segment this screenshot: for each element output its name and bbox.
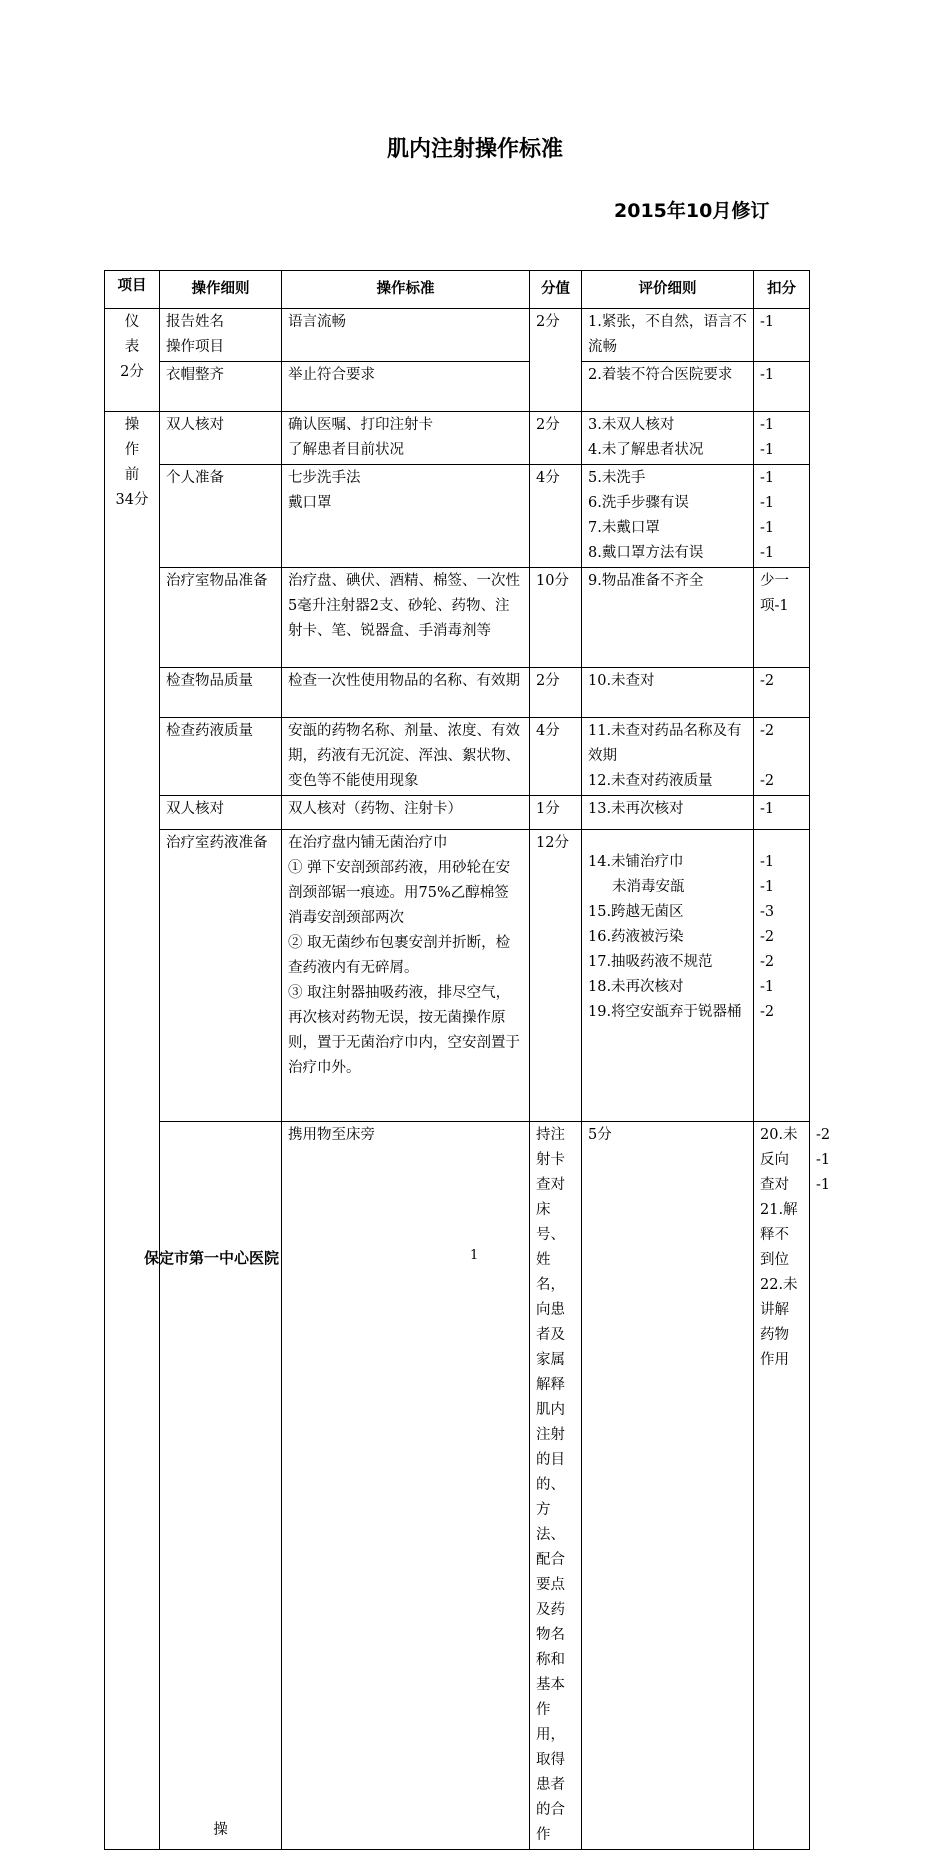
score-cell: 4分 [530, 465, 582, 568]
eval-cell: 11.未查对药品名称及有效期 12.未查对药液质量 [582, 718, 754, 796]
score-cell: 2分 [530, 412, 582, 465]
score-cell: 12分 [530, 830, 582, 1122]
deduct-cell: -1 [754, 362, 810, 412]
deduct-cell: -1 -1 -1 -1 [754, 465, 810, 568]
eval-cell: 1.紧张，不自然，语言不流畅 [582, 309, 754, 362]
table-row [105, 412, 810, 465]
score-cell: 10分 [530, 568, 582, 668]
standard-cell: 语言流畅 [282, 309, 530, 362]
detail-cell: 个人准备 [160, 465, 282, 568]
detail-cell: 报告姓名 操作项目 [160, 309, 282, 362]
header-project: 项目 [105, 271, 160, 309]
detail-cell: 衣帽整齐 [160, 362, 282, 412]
standard-cell: 确认医嘱、打印注射卡 了解患者目前状况 [282, 412, 530, 465]
deduct-cell: -1 -1 -3 -2 -2 -1 -2 [754, 830, 810, 1122]
score-cell: 2分 [530, 309, 582, 412]
header-eval: 评价细则 [582, 271, 754, 309]
revision-date: 2015年10月修订 [614, 200, 770, 222]
table-row [105, 568, 810, 668]
standard-cell: 双人核对（药物、注射卡） [282, 796, 530, 830]
score-cell: 2分 [530, 668, 582, 718]
standard-cell: 治疗盘、碘伏、酒精、棉签、一次性5毫升注射器2支、砂轮、药物、注射卡、笔、锐器盒、手消毒剂等 [282, 568, 530, 668]
section-during-operation: 操 [160, 1122, 282, 1850]
eval-cell: 20.未反向查对 21.解释不到位 22.未讲解药物作用 [754, 1122, 810, 1850]
eval-cell: 9.物品准备不齐全 [582, 568, 754, 668]
deduct-cell: -1 [754, 309, 810, 362]
table-row [105, 668, 810, 718]
table-row [105, 309, 810, 362]
eval-cell: 2.着装不符合医院要求 [582, 362, 754, 412]
section-appearance: 仪 表 2分 [105, 309, 160, 412]
deduct-cell: 少一项-1 [754, 568, 810, 668]
standard-cell: 举止符合要求 [282, 362, 530, 412]
page-title: 肌内注射操作标准 [386, 137, 563, 162]
header-deduct: 扣分 [754, 271, 810, 309]
table-row [105, 465, 810, 568]
detail-cell: 双人核对 [160, 412, 282, 465]
standard-table [104, 270, 831, 1850]
footer-page-number: 1 [470, 1248, 479, 1263]
section-before-operation: 操 作 前 34分 [105, 412, 160, 1850]
detail-cell: 检查药液质量 [160, 718, 282, 796]
detail-cell: 携用物至床旁 [282, 1122, 530, 1850]
detail-cell: 治疗室药液准备 [160, 830, 282, 1122]
standard-cell: 在治疗盘内铺无菌治疗巾 ① 弹下安剖颈部药液，用砂轮在安剖颈部锯一痕迹。用75%乙醇棉签消毒安剖颈部两次 ② 取无菌纱布包裹安剖并折断，检查药液内有无碎屑。 ③ 取注射器抽吸药液，排尽空气，再次核对药物无误，按无菌操作原则，置于无菌治疗巾内，空安剖置于治疗巾外。 [282, 830, 530, 1122]
standard-cell: 七步洗手法 戴口罩 [282, 465, 530, 568]
detail-cell: 检查物品质量 [160, 668, 282, 718]
score-cell: 1分 [530, 796, 582, 830]
standard-cell: 持注射卡查对床号、姓名，向患者及家属解释肌内注射的目的、方法、配合要点及药物名称和基本作用，取得患者的合作 [530, 1122, 582, 1850]
deduct-cell: -1 [754, 796, 810, 830]
detail-cell: 双人核对 [160, 796, 282, 830]
deduct-cell: -2 [754, 668, 810, 718]
table-row [105, 362, 810, 412]
header-detail: 操作细则 [160, 271, 282, 309]
table-row: 操 携用物至床旁 持注射卡查对床号、姓名，向患者及家属解释肌内注射的目的、方法、配合要点及药物名称和基本作用，取得患者的合作 5分 20.未反向查对 21.解释不到位 22.未讲解药物作用 -2 -1 -1 [105, 1122, 810, 1850]
deduct-cell: -1 -1 [754, 412, 810, 465]
standard-cell: 检查一次性使用物品的名称、有效期 [282, 668, 530, 718]
table-row [105, 796, 810, 830]
score-cell: 4分 [530, 718, 582, 796]
deduct-cell: -2 -2 [754, 718, 810, 796]
detail-cell: 治疗室物品准备 [160, 568, 282, 668]
table-header-row [105, 271, 810, 309]
eval-cell: 10.未查对 [582, 668, 754, 718]
table-row [105, 830, 810, 1122]
score-cell: 5分 [582, 1122, 754, 1850]
eval-cell: 13.未再次核对 [582, 796, 754, 830]
header-score: 分值 [530, 271, 582, 309]
eval-cell: 3.未双人核对 4.未了解患者状况 [582, 412, 754, 465]
eval-cell: 14.未铺治疗巾 未消毒安瓿 15.跨越无菌区 16.药液被污染 17.抽吸药液不规范 18.未再次核对 19.将空安瓿弃于锐器桶 [582, 830, 754, 1122]
eval-cell: 5.未洗手 6.洗手步骤有误 7.未戴口罩 8.戴口罩方法有误 [582, 465, 754, 568]
footer-hospital-name: 保定市第一中心医院 [144, 1249, 280, 1267]
standard-cell: 安瓿的药物名称、剂量、浓度、有效期，药液有无沉淀、浑浊、絮状物、变色等不能使用现象 [282, 718, 530, 796]
header-standard: 操作标准 [282, 271, 530, 309]
table-row [105, 718, 810, 796]
